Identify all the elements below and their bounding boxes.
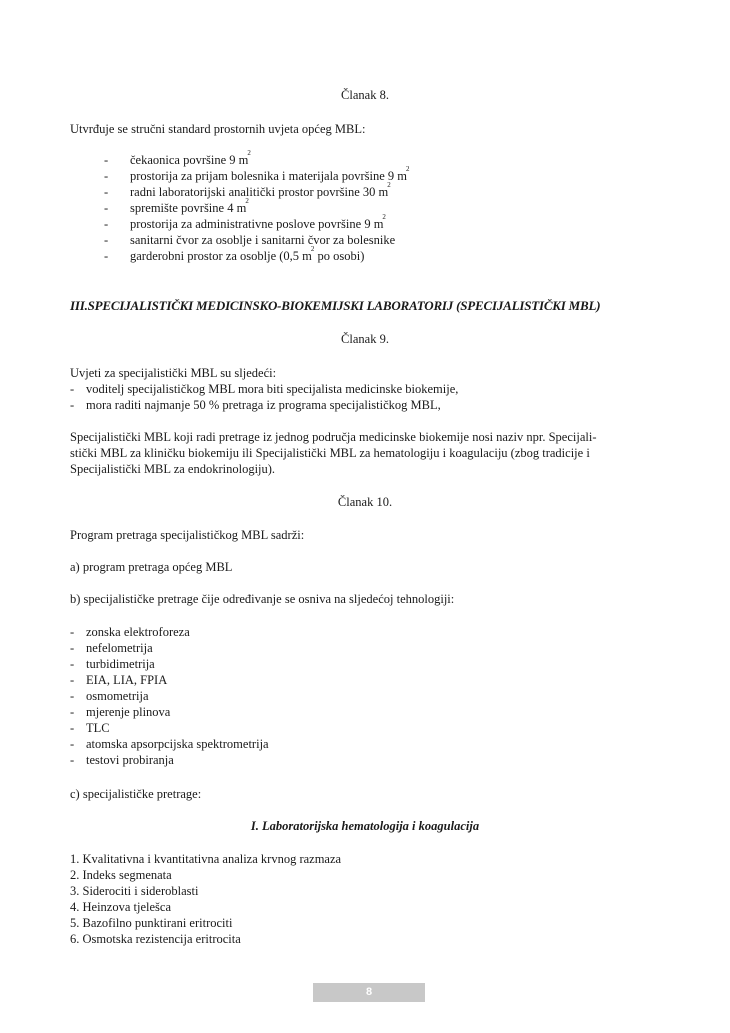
- program-item-b: b) specijalističke pretrage čije određivanje se osniva na sljedećoj tehnologiji:: [70, 592, 455, 606]
- list-bullet: -: [70, 625, 75, 639]
- superscript: 2: [245, 197, 249, 205]
- article-10-intro: Program pretraga specijalističkog MBL sadrži:: [70, 528, 305, 542]
- page-number: 8: [313, 983, 425, 1002]
- list-bullet: -: [70, 673, 75, 687]
- list-bullet: -: [70, 398, 75, 412]
- article-8-title: Članak 8.: [341, 88, 389, 102]
- list-bullet: -: [70, 689, 75, 703]
- list-bullet: -: [70, 657, 75, 671]
- list-item: TLC: [86, 721, 110, 735]
- superscript: 2: [387, 181, 391, 189]
- list-item-text: čekaonica površine 9 m: [130, 153, 249, 167]
- list-bullet: -: [104, 201, 109, 215]
- program-item-c: c) specijalističke pretrage:: [70, 787, 202, 801]
- list-bullet: -: [104, 249, 109, 263]
- list-item-text: prostorija za prijam bolesnika i materijala površine 9 m: [130, 169, 408, 183]
- article-8-intro: Utvrđuje se stručni standard prostornih uvjeta općeg MBL:: [70, 122, 366, 136]
- list-item: 2. Indeks segmenata: [70, 868, 172, 882]
- list-bullet: -: [70, 641, 75, 655]
- list-item: nefelometrija: [86, 641, 153, 655]
- list-item: 1. Kvalitativna i kvantitativna analiza krvnog razmaza: [70, 852, 342, 866]
- list-bullet: -: [70, 753, 75, 767]
- superscript: 2: [247, 149, 251, 157]
- list-item: 5. Bazofilno punktirani eritrociti: [70, 916, 233, 930]
- superscript: 2: [382, 213, 386, 221]
- list-item: 3. Siderociti i sideroblasti: [70, 884, 199, 898]
- list-bullet: -: [104, 233, 109, 247]
- list-item-text: prostorija za administrativne poslove površine 9 m: [130, 217, 384, 231]
- list-bullet: -: [104, 185, 109, 199]
- article-9-title: Članak 9.: [341, 332, 389, 346]
- list-item: turbidimetrija: [86, 657, 155, 671]
- list-item: atomska apsorpcijska spektrometrija: [86, 737, 269, 751]
- section-heading: III.SPECIJALISTIČKI MEDICINSKO-BIOKEMIJSKI LABORATORIJ (SPECIJALISTIČKI MBL): [70, 298, 601, 313]
- superscript: 2: [406, 165, 410, 173]
- superscript: 2: [310, 245, 315, 253]
- list-item-text: radni laboratorijski analitički prostor površine 30 m: [130, 185, 389, 199]
- list-item: testovi probiranja: [86, 753, 174, 767]
- program-item-a: a) program pretraga općeg MBL: [70, 560, 233, 574]
- list-item-text: garderobni prostor za osoblje (0,5 m: [130, 249, 312, 263]
- article-10-title: Članak 10.: [337, 495, 393, 509]
- list-item: 4. Heinzova tjelešca: [70, 900, 171, 914]
- subsection-heading: I. Laboratorijska hematologija i koagulacija: [250, 819, 480, 833]
- list-item: EIA, LIA, FPIA: [86, 673, 168, 687]
- paragraph-line: Specijalistički MBL za endokrinologiju).: [70, 462, 276, 476]
- list-item: zonska elektroforeza: [86, 625, 190, 639]
- list-item-text: sanitarni čvor za osoblje i sanitarni čvor za bolesnike: [130, 233, 396, 247]
- list-item-text: spremište površine 4 m: [130, 201, 247, 215]
- article-9-intro: Uvjeti za specijalistički MBL su sljedeći:: [70, 366, 277, 380]
- list-bullet: -: [70, 705, 75, 719]
- list-bullet: -: [70, 721, 75, 735]
- list-item: mjerenje plinova: [86, 705, 171, 719]
- list-bullet: -: [70, 737, 75, 751]
- list-item: osmometrija: [86, 689, 149, 703]
- paragraph-line: stički MBL za kliničku biokemiju ili Specijalistički MBL za hematologiju i koagulaciju (zbog tradicije i: [70, 446, 590, 460]
- list-item-suffix: po osobi): [314, 249, 365, 263]
- list-item: voditelj specijalističkog MBL mora biti specijalista medicinske biokemije,: [86, 382, 459, 396]
- list-bullet: -: [104, 153, 109, 167]
- list-item: mora raditi najmanje 50 % pretraga iz programa specijalističkog MBL,: [86, 398, 441, 412]
- paragraph-line: Specijalistički MBL koji radi pretrage iz jednog područja medicinske biokemije nosi naziv npr. Specijali-: [70, 430, 597, 444]
- list-item: 6. Osmotska rezistencija eritrocita: [70, 932, 241, 946]
- list-bullet: -: [104, 217, 109, 231]
- list-bullet: -: [104, 169, 109, 183]
- list-bullet: -: [70, 382, 75, 396]
